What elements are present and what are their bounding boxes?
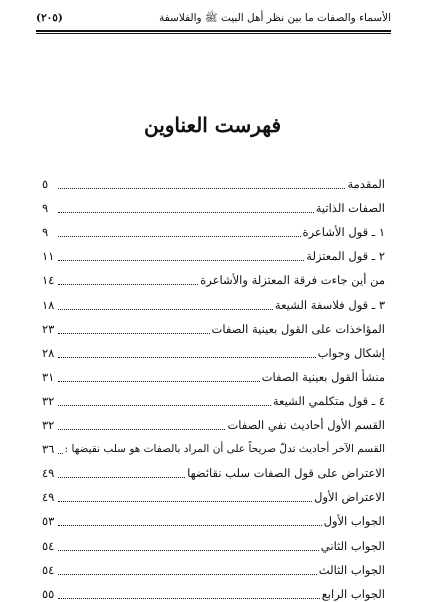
toc-entry [42,168,385,192]
toc-dot-leader [58,501,312,502]
toc-dot-leader [58,357,316,358]
toc-entry-title: الاعتراض الأول [314,490,385,505]
toc-entry-title: المؤاخذات على القول بعينية الصفات [211,321,385,336]
toc-entry-title: الجواب الرابع [321,586,385,601]
toc-entry-page: ٥٤ [42,562,55,577]
toc-dot-leader [58,333,210,334]
toc-entry [42,192,385,216]
toc-entry-page: ٣٢ [42,418,55,433]
toc-dot-leader [58,381,260,382]
toc-entry-title: ٤ ـ قول متكلمي الشيعة [272,393,385,408]
toc-entry-title: الجواب الثالث [318,562,385,577]
toc-entry [42,288,385,312]
toc-entry-page: ٢٣ [42,321,55,336]
toc-dot-leader [58,429,225,430]
toc-entry [42,385,385,409]
toc-dot-leader [58,188,345,189]
header-rule [36,30,391,34]
toc-entry [42,529,385,553]
toc-entry-title: القسم الأول أحاديث نفي الصفات [227,418,385,433]
toc-dot-leader [58,525,322,526]
toc-entry-page: ٥ [42,177,49,192]
toc-dot-leader [58,550,319,551]
toc-entry [42,457,385,481]
toc-entry-page: ٤٩ [42,490,55,505]
toc-entry-page: ١٨ [42,297,55,312]
toc-entry [42,481,385,505]
toc-entry-page: ٥٥ [42,586,55,601]
toc-entry [42,264,385,288]
running-header-page-number: (٢٠٥) [36,12,63,24]
toc-entry [42,361,385,385]
toc-entry-page: ١١ [42,249,55,264]
toc-entry-title: الاعتراض على قول الصفات سلب نقائضها [187,466,385,481]
toc-entry [42,505,385,529]
toc-entry [42,554,385,578]
toc-entry-page: ١٤ [42,273,55,288]
toc-entry-page: ٣١ [42,369,55,384]
toc-entry-title: المقدمة [347,177,385,192]
toc-dot-leader [58,405,271,406]
toc-entry-page: ٢٨ [42,345,55,360]
toc-entry [42,409,385,433]
toc-entry-title: إشكال وجواب [317,345,385,360]
toc-dot-leader [58,236,301,237]
toc-title: فهرست العناوين [143,113,282,137]
running-header [36,8,391,28]
toc-entry-page: ٥٣ [42,514,55,529]
toc-dot-leader [58,574,317,575]
toc-entry-title: ١ ـ قول الأشاعرة [302,225,385,240]
toc-entry-page: ٥٤ [42,538,55,553]
toc-dot-leader [58,598,320,599]
toc-entry-page: ٣٢ [42,393,55,408]
toc-entry-title: ٢ ـ قول المعتزلة [306,249,385,264]
toc-entry-page: ٣٦ [42,442,55,457]
toc-entry-title: الجواب الأول [323,514,385,529]
toc-dot-leader [58,453,63,454]
toc-entry-title: من أين جاءت فرقة المعتزلة والأشاعرة [200,273,385,288]
toc-dot-leader [58,309,273,310]
toc-entry-title: ٣ ـ قول فلاسفة الشيعة [274,297,385,312]
toc-entry-title: الجواب الثاني [320,538,385,553]
toc-dot-leader [58,477,185,478]
toc-entry-title: منشأ القول بعينية الصفات [261,369,385,384]
toc-entry-title: الصفات الذاتية [315,201,385,216]
toc-entry [42,578,385,602]
toc-dot-leader [58,284,198,285]
toc-entry [42,337,385,361]
toc-entry [42,313,385,337]
toc-dot-leader [58,260,304,261]
toc-entry-page: ٩ [42,225,49,240]
toc-entry-page: ٤٩ [42,466,55,481]
toc-entry-title: القسم الآخر أحاديث تدلّ صريحاً على أن المراد بالصفات هو سلب نقيضها : [64,443,385,456]
toc-dot-leader [58,212,314,213]
toc-entry [42,433,385,457]
table-of-contents [42,168,385,602]
toc-entry [42,240,385,264]
running-header-title: الأسماء والصفات ما بين نظر أهل البيت ﷺ والفلاسفة [159,12,391,24]
toc-entry [42,216,385,240]
toc-entry-page: ٩ [42,201,49,216]
